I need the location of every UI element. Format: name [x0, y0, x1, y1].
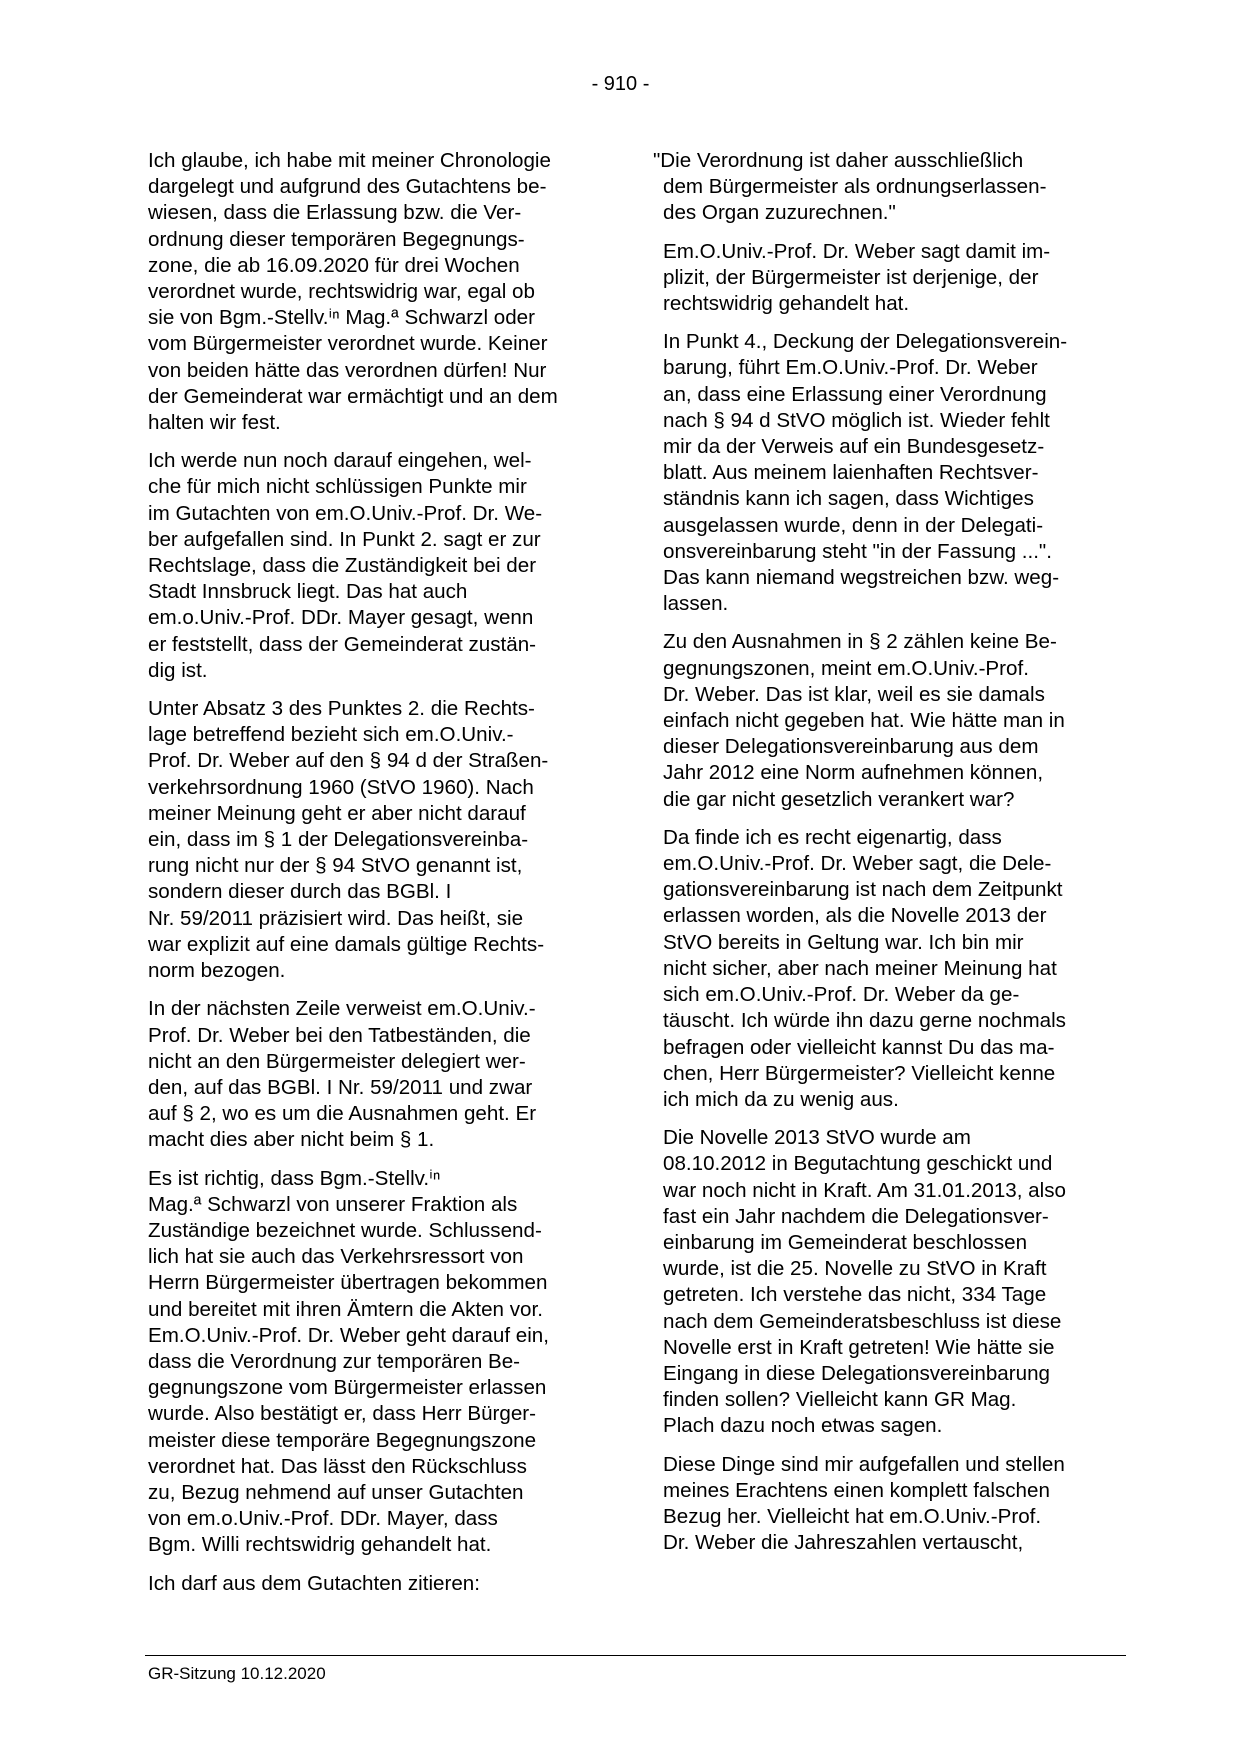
text-line: "Die Verordnung ist daher ausschließlich — [653, 149, 1024, 172]
text-line: täuscht. Ich würde ihn dazu gerne nochmals — [663, 1009, 1066, 1033]
text-line: Em.O.Univ.-Prof. Dr. Weber geht darauf ein, — [148, 1323, 549, 1347]
text-line: gationsvereinbarung ist nach dem Zeitpunkt — [663, 878, 1063, 902]
text-line: zu, Bezug nehmend auf unser Gutachten — [148, 1480, 524, 1504]
text-line: dem Bürgermeister als ordnungserlassen- — [663, 175, 1047, 199]
text-line: norm bezogen. — [148, 959, 286, 983]
paragraph — [663, 239, 1129, 318]
paragraph — [663, 329, 1129, 617]
text-line: Die Novelle 2013 StVO wurde am — [663, 1126, 971, 1150]
text-line: getreten. Ich verstehe das nicht, 334 Tage — [663, 1283, 1047, 1307]
text-line: Ich darf aus dem Gutachten zitieren: — [148, 1571, 480, 1595]
text-line: gegnungszone vom Bürgermeister erlassen — [148, 1376, 547, 1400]
text-line: verordnet wurde, rechtswidrig war, egal ob — [148, 280, 535, 304]
text-line: einbarung im Gemeinderat beschlossen — [663, 1230, 1028, 1254]
left-text-column — [148, 148, 602, 1609]
text-line: Jahr 2012 eine Norm aufnehmen können, — [663, 761, 1044, 785]
text-line: 08.10.2012 in Begutachtung geschickt und — [663, 1152, 1053, 1176]
text-line: wurde. Also bestätigt er, dass Herr Bürger- — [148, 1402, 537, 1426]
text-line: nach dem Gemeinderatsbeschluss ist diese — [663, 1309, 1062, 1333]
paragraph — [663, 1452, 1129, 1557]
paragraph — [148, 148, 602, 436]
text-line: dig ist. — [148, 658, 208, 682]
text-line: vom Bürgermeister verordnet wurde. Keiner — [148, 332, 548, 356]
text-line: zone, die ab 16.09.2020 für drei Wochen — [148, 253, 520, 277]
text-line: Rechtslage, dass die Zuständigkeit bei der — [148, 554, 537, 578]
quote-paragraph — [653, 148, 1129, 227]
footer-divider — [145, 1655, 1126, 1656]
text-line: Nr. 59/2011 präzisiert wird. Das heißt, sie — [148, 906, 524, 930]
right-text-column — [653, 148, 1129, 1568]
text-line: Mag.ª Schwarzl von unserer Fraktion als — [148, 1192, 518, 1216]
text-line: der Gemeinderat war ermächtigt und an dem — [148, 384, 558, 408]
text-line: Em.O.Univ.-Prof. Dr. Weber sagt damit im- — [663, 239, 1051, 263]
text-line: dieser Delegationsvereinbarung aus dem — [663, 735, 1039, 759]
text-line: Dr. Weber. Das ist klar, weil es sie damals — [663, 682, 1045, 706]
text-line: plizit, der Bürgermeister ist derjenige, der — [663, 265, 1039, 289]
text-line: finden sollen? Vielleicht kann GR Mag. — [663, 1388, 1017, 1412]
text-line: er feststellt, dass der Gemeinderat zustän- — [148, 632, 537, 656]
text-line: dargelegt und aufgrund des Gutachtens be- — [148, 175, 547, 199]
text-line: lassen. — [663, 592, 729, 616]
text-line: befragen oder vielleicht kannst Du das ma- — [663, 1035, 1055, 1059]
paragraph — [663, 1125, 1129, 1439]
paragraph — [148, 696, 602, 984]
text-line: ein, dass im § 1 der Delegationsvereinba- — [148, 828, 529, 852]
text-line: nicht sicher, aber nach meiner Meinung hat — [663, 956, 1057, 980]
text-line: des Organ zuzurechnen." — [663, 201, 896, 225]
text-line: im Gutachten von em.O.Univ.-Prof. Dr. We- — [148, 501, 543, 525]
text-line: die gar nicht gesetzlich verankert war? — [663, 787, 1015, 811]
text-line: Unter Absatz 3 des Punktes 2. die Rechts- — [148, 697, 535, 721]
text-line: auf § 2, wo es um die Ausnahmen geht. Er — [148, 1102, 537, 1126]
text-line: chen, Herr Bürgermeister? Vielleicht kenne — [663, 1061, 1056, 1085]
text-line: Diese Dinge sind mir aufgefallen und stellen — [663, 1452, 1065, 1476]
text-line: barung, führt Em.O.Univ.-Prof. Dr. Weber — [663, 356, 1038, 380]
text-line: von beiden hätte das verordnen dürfen! Nur — [148, 358, 547, 382]
text-line: sie von Bgm.-Stellv.ⁱⁿ Mag.ª Schwarzl oder — [148, 306, 535, 330]
text-line: Stadt Innsbruck liegt. Das hat auch — [148, 580, 468, 604]
text-line: rechtswidrig gehandelt hat. — [663, 292, 910, 316]
text-line: Dr. Weber die Jahreszahlen vertauscht, — [663, 1531, 1024, 1555]
text-line: Eingang in diese Delegationsvereinbarung — [663, 1361, 1050, 1385]
text-line: macht dies aber nicht beim § 1. — [148, 1128, 435, 1152]
text-line: an, dass eine Erlassung einer Verordnung — [663, 382, 1047, 406]
text-line: Zu den Ausnahmen in § 2 zählen keine Be- — [663, 630, 1057, 654]
text-line: lich hat sie auch das Verkehrsressort von — [148, 1245, 524, 1269]
text-line: Herrn Bürgermeister übertragen bekommen — [148, 1271, 548, 1295]
paragraph — [148, 448, 602, 684]
text-line: verkehrsordnung 1960 (StVO 1960). Nach — [148, 775, 534, 799]
text-line: Das kann niemand wegstreichen bzw. weg- — [663, 566, 1060, 590]
text-line: Zuständige bezeichnet wurde. Schlussend- — [148, 1218, 542, 1242]
text-line: gegnungszonen, meint em.O.Univ.-Prof. — [663, 656, 1029, 680]
text-line: wiesen, dass die Erlassung bzw. die Ver- — [148, 201, 522, 225]
text-line: Novelle erst in Kraft getreten! Wie hätte sie — [663, 1335, 1055, 1359]
paragraph — [148, 1571, 602, 1597]
paragraph — [663, 629, 1129, 812]
text-line: ordnung dieser temporären Begegnungs- — [148, 227, 525, 251]
text-line: Plach dazu noch etwas sagen. — [663, 1414, 943, 1438]
text-line: In der nächsten Zeile verweist em.O.Univ.- — [148, 997, 536, 1021]
text-line: mir da der Verweis auf ein Bundesgesetz- — [663, 435, 1045, 459]
text-line: In Punkt 4., Deckung der Delegationsverein- — [663, 330, 1068, 354]
text-line: lage betreffend bezieht sich em.O.Univ.- — [148, 723, 514, 747]
paragraph — [148, 996, 602, 1153]
text-line: ich mich da zu wenig aus. — [663, 1087, 899, 1111]
text-line: einfach nicht gegeben hat. Wie hätte man in — [663, 709, 1065, 733]
text-line: ber aufgefallen sind. In Punkt 2. sagt er zur — [148, 527, 541, 551]
page-number: - 910 - — [591, 73, 650, 95]
text-line: che für mich nicht schlüssigen Punkte mir — [148, 475, 527, 499]
text-line: nach § 94 d StVO möglich ist. Wieder fehlt — [663, 408, 1050, 432]
text-line: onsvereinbarung steht "in der Fassung ...". — [663, 539, 1052, 563]
text-line: StVO bereits in Geltung war. Ich bin mir — [663, 930, 1024, 954]
text-line: ständnis kann ich sagen, dass Wichtiges — [663, 487, 1034, 511]
text-line: Prof. Dr. Weber auf den § 94 d der Straßen- — [148, 749, 549, 773]
text-line: blatt. Aus meinem laienhaften Rechtsver- — [663, 461, 1039, 485]
text-line: meiner Meinung geht er aber nicht darauf — [148, 801, 526, 825]
text-line: von em.o.Univ.-Prof. DDr. Mayer, dass — [148, 1507, 498, 1531]
text-line: Ich glaube, ich habe mit meiner Chronologie — [148, 149, 551, 172]
paragraph — [148, 1166, 602, 1559]
text-line: Bgm. Willi rechtswidrig gehandelt hat. — [148, 1533, 492, 1557]
text-line: meines Erachtens einen komplett falschen — [663, 1478, 1050, 1502]
text-line: Prof. Dr. Weber bei den Tatbeständen, die — [148, 1023, 531, 1047]
text-line: sich em.O.Univ.-Prof. Dr. Weber da ge- — [663, 983, 1020, 1007]
text-line: Ich werde nun noch darauf eingehen, wel- — [148, 449, 532, 473]
text-line: Bezug her. Vielleicht hat em.O.Univ.-Prof. — [663, 1504, 1042, 1528]
text-line: verordnet hat. Das lässt den Rückschluss — [148, 1454, 527, 1478]
paragraph — [663, 825, 1129, 1113]
text-line: den, auf das BGBl. I Nr. 59/2011 und zwar — [148, 1075, 533, 1099]
text-line: halten wir fest. — [148, 411, 281, 435]
text-line: und bereitet mit ihren Ämtern die Akten vor. — [148, 1297, 543, 1321]
text-line: meister diese temporäre Begegnungszone — [148, 1428, 537, 1452]
text-line: war noch nicht in Kraft. Am 31.01.2013, also — [663, 1178, 1066, 1202]
text-line: fast ein Jahr nachdem die Delegationsver- — [663, 1204, 1049, 1228]
text-line: erlassen worden, als die Novelle 2013 der — [663, 904, 1047, 928]
text-line: em.o.Univ.-Prof. DDr. Mayer gesagt, wenn — [148, 606, 534, 630]
text-line: em.O.Univ.-Prof. Dr. Weber sagt, die Dele- — [663, 852, 1052, 876]
text-line: ausgelassen wurde, denn in der Delegati- — [663, 513, 1044, 537]
text-line: Es ist richtig, dass Bgm.-Stellv.ⁱⁿ — [148, 1166, 441, 1190]
footer-session-label: GR-Sitzung 10.12.2020 — [148, 1664, 326, 1683]
text-line: dass die Verordnung zur temporären Be- — [148, 1349, 521, 1373]
text-line: war explizit auf eine damals gültige Rechts- — [148, 932, 545, 956]
text-line: sondern dieser durch das BGBl. I — [148, 880, 452, 904]
text-line: nicht an den Bürgermeister delegiert wer- — [148, 1049, 526, 1073]
text-line: Da finde ich es recht eigenartig, dass — [663, 825, 1002, 849]
text-line: wurde, ist die 25. Novelle zu StVO in Kraft — [663, 1257, 1047, 1281]
text-line: rung nicht nur der § 94 StVO genannt ist, — [148, 854, 523, 878]
